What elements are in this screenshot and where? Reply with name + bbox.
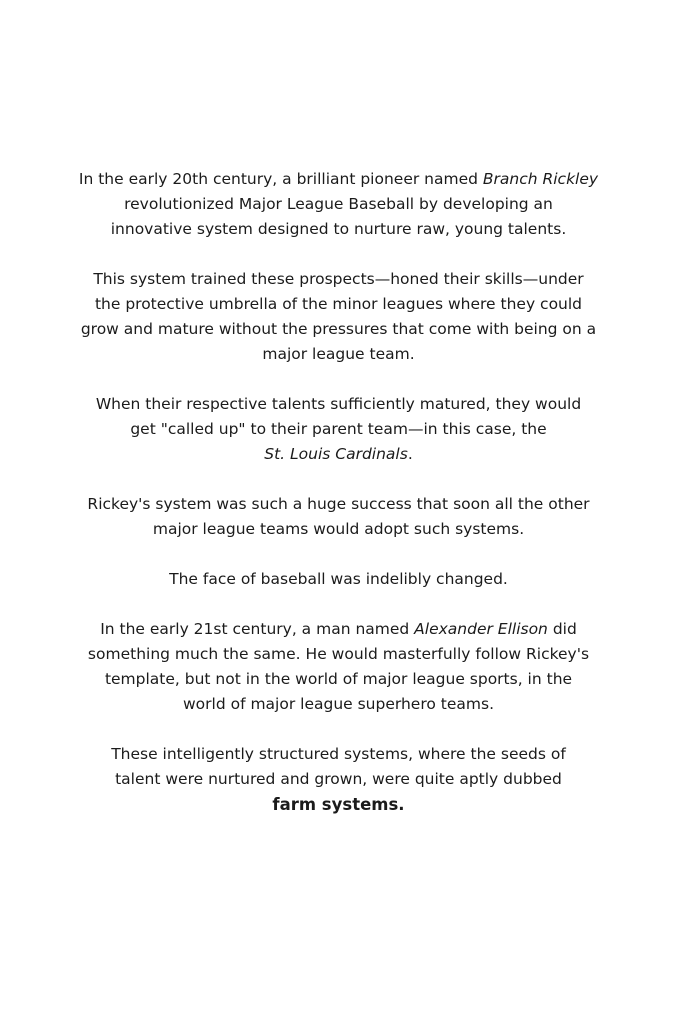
text-segment: template, but not in the world of major league sports, in the [104, 670, 573, 688]
text-segment: In the early 20th century, a brilliant pioneer named [78, 170, 483, 188]
text-line [70, 317, 607, 342]
text-line [70, 517, 607, 542]
text-line [70, 742, 607, 767]
text-line [70, 292, 607, 317]
italic-name: Branch Rickley [482, 170, 599, 188]
paragraph-6 [70, 617, 607, 717]
text-line [70, 492, 607, 517]
text-line [70, 567, 607, 592]
text-line [70, 192, 607, 217]
prose-block [70, 167, 607, 843]
text-line [70, 767, 607, 792]
italic-name: Alexander Ellison [414, 620, 548, 638]
text-segment: the protective umbrella of the minor leagues where they could [94, 295, 583, 313]
text-line [70, 642, 607, 667]
text-segment: something much the same. He would masterfully follow Rickey's [87, 645, 590, 663]
text-segment: . [407, 445, 413, 463]
paragraph-3 [70, 392, 607, 467]
text-segment: These intelligently structured systems, where the seeds of [111, 745, 566, 763]
text-segment: grow and mature without the pressures that come with being on a [80, 320, 597, 338]
text-line [70, 667, 607, 692]
text-line [70, 792, 607, 818]
paragraph-1 [70, 167, 607, 242]
text-line [70, 392, 607, 417]
text-segment: The face of baseball was indelibly changed. [169, 570, 508, 588]
paragraph-7 [70, 742, 607, 818]
text-segment: When their respective talents sufficiently matured, they would [95, 395, 582, 413]
paragraph-2 [70, 267, 607, 367]
text-segment: innovative system designed to nurture raw, young talents. [110, 220, 567, 238]
text-line [70, 167, 607, 192]
text-segment: did [547, 620, 577, 638]
text-line [70, 417, 607, 442]
paragraph-5 [70, 567, 607, 592]
italic-name: St. Louis Cardinals [264, 445, 408, 463]
text-segment: In the early 21st century, a man named [100, 620, 415, 638]
text-segment: world of major league superhero teams. [182, 695, 494, 713]
text-line [70, 217, 607, 242]
text-segment: get "called up" to their parent team—in this case, the [130, 420, 547, 438]
text-segment: talent were nurtured and grown, were quite aptly dubbed [115, 770, 562, 788]
text-segment: revolutionized Major League Baseball by developing an [124, 195, 553, 213]
text-segment: major league teams would adopt such systems. [152, 520, 525, 538]
text-line [70, 442, 607, 467]
bold-term: farm systems. [272, 795, 405, 814]
text-segment: This system trained these prospects—honed their skills—under [93, 270, 584, 288]
paragraph-4 [70, 492, 607, 542]
text-segment: major league team. [262, 345, 415, 363]
text-line [70, 617, 607, 642]
text-line [70, 342, 607, 367]
text-segment: Rickey's system was such a huge success that soon all the other [87, 495, 590, 513]
text-line [70, 267, 607, 292]
text-line [70, 692, 607, 717]
